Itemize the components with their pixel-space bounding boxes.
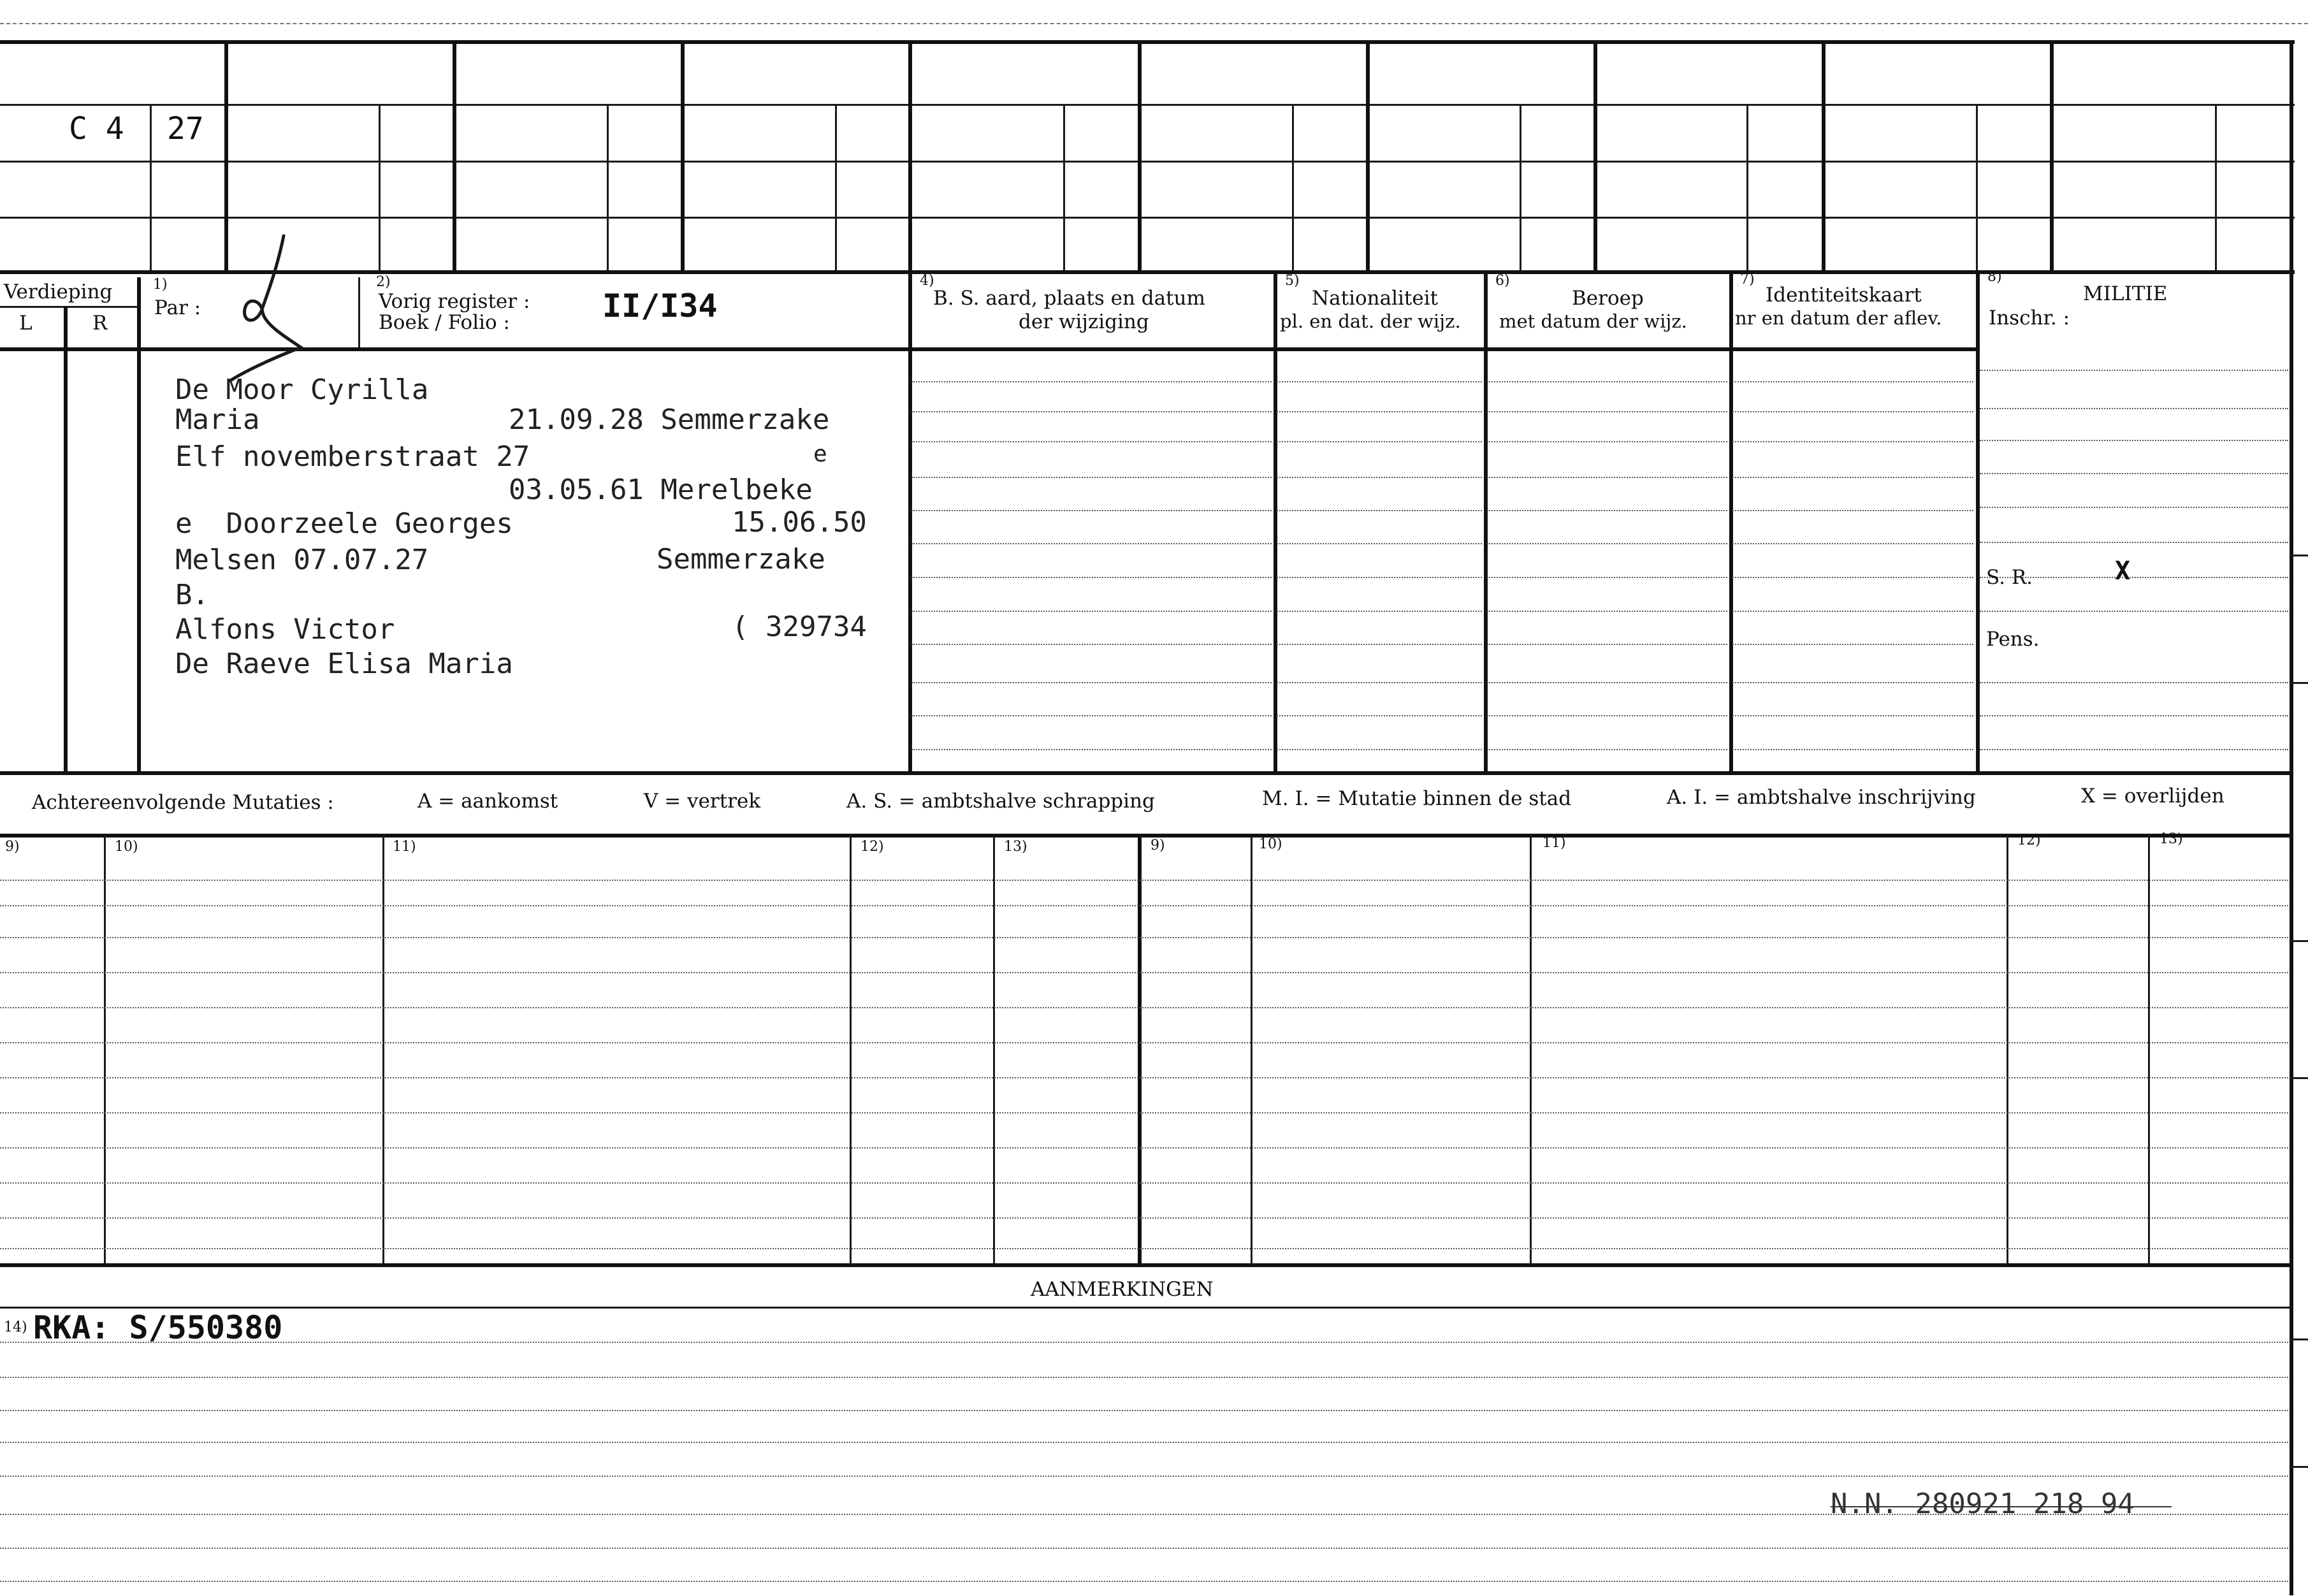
mutaties-col-9: 9) (5, 839, 20, 855)
mutaties-col-11: 11) (393, 839, 416, 855)
person-line-3b: e (813, 441, 827, 467)
person-line-5b: 15.06.50 (732, 506, 867, 539)
militie-label: MILITIE (2083, 282, 2168, 305)
person-line-8a: Alfons Victor (175, 613, 395, 646)
mutaties-top-rule (0, 771, 2290, 775)
mutaties-col-13b: 13) (2159, 831, 2183, 847)
beroep-label: Beroep (1572, 287, 1644, 310)
field-number-1: 1) (153, 277, 168, 293)
mutaties-a: A = aankomst (417, 790, 558, 813)
vorig-register-label: Vorig register : (379, 290, 530, 313)
top-edge-rule (0, 23, 2308, 24)
nn-strikethrough (1831, 1506, 2172, 1507)
grid-code-27: 27 (167, 111, 204, 147)
person-line-9: De Raeve Elisa Maria (175, 648, 513, 680)
aanmerkingen-title: AANMERKINGEN (1031, 1278, 1214, 1301)
mutaties-v: V = vertrek (644, 790, 761, 813)
mutaties-mi: M. I. = Mutatie binnen de stad (1262, 787, 1572, 810)
field-number-4: 4) (920, 273, 934, 289)
bs-label-line1: B. S. aard, plaats en datum (933, 287, 1205, 310)
nationaliteit-label: Nationaliteit (1312, 287, 1439, 310)
person-line-6b: Semmerzake (657, 543, 825, 576)
person-line-4: 03.05.61 Merelbeke (509, 474, 813, 506)
sr-label: S. R. (1986, 566, 2033, 589)
person-line-3a: Elf novemberstraat 27 (175, 440, 530, 473)
mutaties-col-9b: 9) (1150, 838, 1165, 853)
bs-label-line2: der wijziging (1019, 310, 1149, 333)
field-number-7: 7) (1740, 272, 1755, 287)
par-label: Par : (154, 296, 201, 319)
column-l-label: L (19, 312, 33, 335)
rka-value: RKA: S/550380 (33, 1309, 283, 1346)
beroep-sublabel: met datum der wijz. (1499, 310, 1687, 332)
mutaties-col-10b: 10) (1259, 836, 1282, 852)
mutaties-ai: A. I. = ambtshalve inschrijving (1667, 786, 1976, 809)
mutaties-col-11b: 11) (1542, 835, 1566, 851)
register-value: II/I34 (602, 287, 718, 324)
field-number-5: 5) (1285, 273, 1300, 289)
field-number-14: 14) (4, 1319, 27, 1335)
grid-code-c4: C 4 (69, 111, 124, 147)
nationaliteit-sublabel: pl. en dat. der wijz. (1280, 310, 1461, 332)
field-number-8: 8) (1987, 269, 2002, 285)
verdieping-label: Verdieping (4, 280, 113, 303)
field-number-2: 2) (376, 274, 391, 290)
identiteitskaart-sublabel: nr en datum der aflev. (1735, 307, 1942, 329)
sr-value: X (2115, 556, 2131, 586)
mutaties-x: X = overlijden (2081, 785, 2225, 808)
nn-number: N.N. 280921 218 94 (1831, 1488, 2135, 1520)
par-signature (223, 229, 325, 382)
person-line-6a: Melsen 07.07.27 (175, 544, 429, 576)
identiteitskaart-label: Identiteitskaart (1766, 284, 1922, 307)
person-line-7: B. (175, 579, 209, 611)
person-line-8b: ( 329734 (732, 611, 867, 643)
mutaties-col-12: 12) (860, 839, 884, 855)
boek-folio-label: Boek / Folio : (379, 311, 510, 334)
mutaties-col-13: 13) (1004, 839, 1027, 855)
mutaties-as: A. S. = ambtshalve schrapping (846, 790, 1155, 813)
mutaties-col-10: 10) (115, 839, 138, 855)
aanmerkingen-header-rule (0, 1307, 2290, 1309)
person-line-5a: e Doorzeele Georges (175, 507, 513, 540)
inschr-label: Inschr. : (1989, 307, 2070, 330)
mutaties-col-12b: 12) (2017, 832, 2041, 848)
field-number-6: 6) (1495, 273, 1510, 289)
person-line-2b: 21.09.28 Semmerzake (509, 403, 830, 436)
mutaties-title: Achtereenvolgende Mutaties : (32, 791, 334, 814)
pens-label: Pens. (1986, 628, 2040, 651)
aanmerkingen-top-rule (0, 1263, 2290, 1267)
column-r-label: R (92, 312, 108, 335)
person-line-2a: Maria (175, 403, 260, 436)
person-line-1: De Moor Cyrilla (175, 374, 429, 406)
